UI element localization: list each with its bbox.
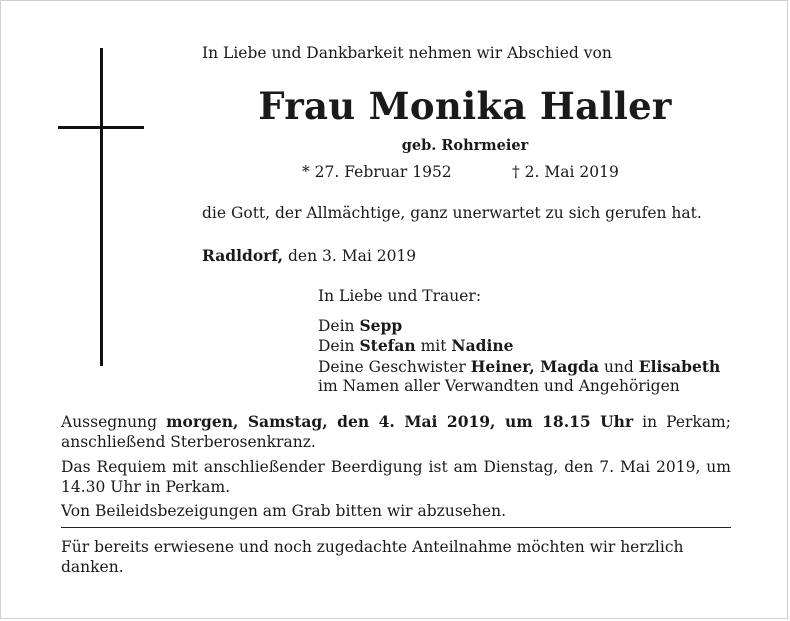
funeral-blessing-date: morgen, Samstag, den 4. Mai 2019, um 18.15 Uhr [166,412,634,431]
mourner-name: Nadine [451,336,514,355]
birth-date: * 27. Februar 1952 [302,163,452,181]
mourner-prefix: Deine Geschwister [318,357,471,376]
funeral-requiem: Das Requiem mit anschließender Beerdigung ist am Dienstag, den 7. Mai 2019, um 14.30 Uhr in Perkam. [61,458,731,496]
place-date [202,246,416,265]
funeral-blessing-pre: Aussegnung [61,413,167,431]
mourner-line-4: im Namen aller Verwandten und Angehörigen [318,377,680,395]
thanks-text: Für bereits erwiesene und noch zugedachte Anteilnahme möchten wir herzlich danken. [61,538,684,576]
deceased-name: Frau Monika Haller [258,84,672,128]
mourner-line-3 [318,357,720,378]
mourner-name: Elisabeth [638,356,721,376]
mourners-heading: In Liebe und Trauer: [318,287,482,305]
place-date-text: den 3. Mai 2019 [283,247,417,265]
intro-line: In Liebe und Dankbarkeit nehmen wir Abschied von [202,44,612,62]
mourner-prefix: Dein [318,337,360,355]
funeral-info [61,412,731,522]
mourner-line-2 [318,336,720,357]
mourners-block [318,287,720,397]
mourner-name: Heiner, Magda [470,356,600,376]
mourner-prefix: Dein [318,316,360,335]
funeral-blessing-post: in Perkam; anschließend Sterberosenkranz. [61,413,731,451]
mourner-name: Sepp [359,315,403,335]
funeral-note: Von Beileidsbezeigungen am Grab bitten wir abzusehen. [61,502,507,520]
death-date: † 2. Mai 2019 [512,163,619,181]
maiden-name: geb. Rohrmeier [401,137,529,154]
mourner-joiner: und [599,357,639,376]
mourner-name: Stefan [359,336,416,355]
mourner-line-1 [318,316,720,337]
mourner-joiner: mit [415,337,452,355]
called-home-line: die Gott, der Allmächtige, ganz unerwartet zu sich gerufen hat. [202,204,702,222]
funeral-blessing [61,412,731,452]
divider [61,527,731,528]
place-name: Radldorf, [202,246,284,265]
